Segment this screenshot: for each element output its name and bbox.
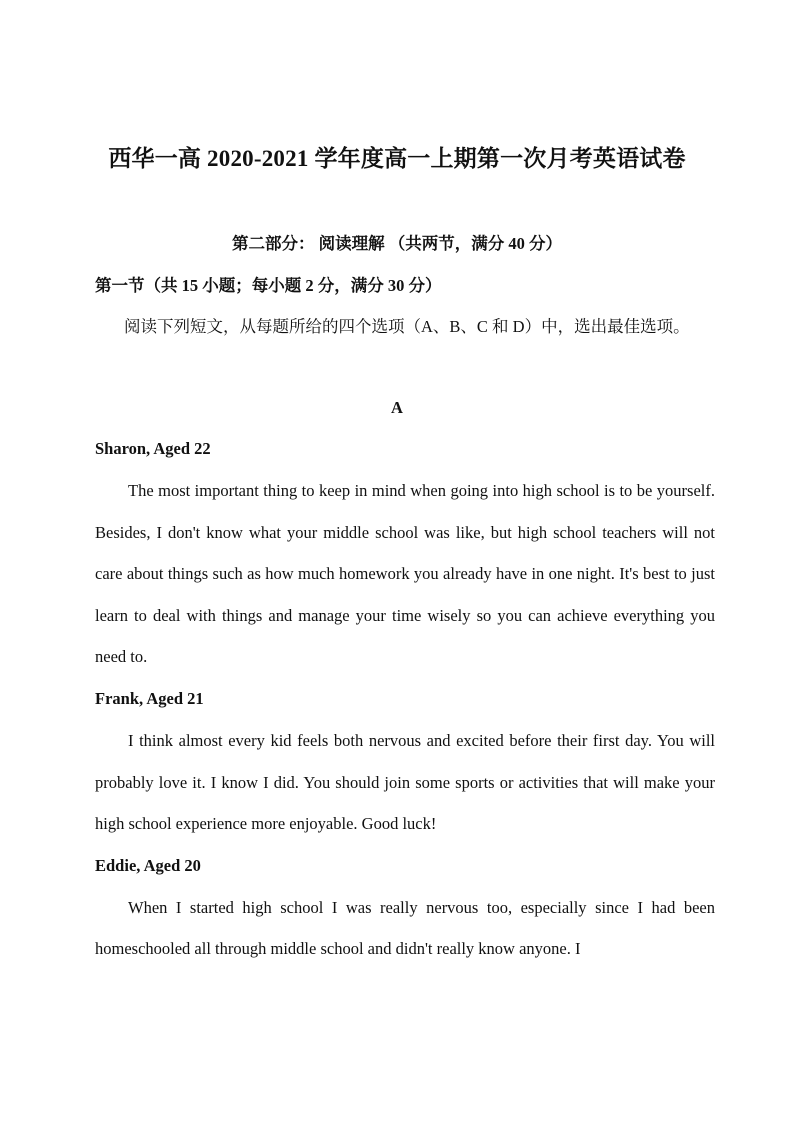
section-heading: 第一节（共 15 小题；每小题 2 分，满分 30 分）	[95, 276, 442, 295]
part-heading: 第二部分： 阅读理解 （共两节，满分 40 分）	[232, 234, 562, 253]
instructions: 阅读下列短文，从每题所给的四个选项（A、B、C 和 D）中，选出最佳选项。	[124, 317, 690, 336]
speaker-name: Sharon, Aged 22	[95, 439, 211, 458]
speaker-name: Frank, Aged 21	[95, 688, 204, 708]
entry-paragraph: I think almost every kid feels both nervous and excited before their first day. You will probably love it. I know I did. You should join some sports or activities that will make your high school experience more enjoyable. Good luck!	[95, 730, 715, 834]
passage-body	[95, 428, 715, 970]
speaker-name: Eddie, Aged 20	[95, 855, 201, 875]
exam-title: 西华一高 2020-2021 学年度高一上期第一次月考英语试卷	[108, 146, 686, 171]
entry-paragraph: When I started high school I was really nervous too, especially since I had been homeschooled all through middle school and didn't really know anyone. I	[95, 897, 715, 959]
entry-paragraph: The most important thing to keep in mind when going into high school is to be yourself. Besides, I don't know what your middle school was like, but high school teachers will not care about things such as how much homework you already have in one night. It's best to just learn to deal with things and manage your time wisely so you can achieve everything you need to.	[95, 481, 715, 667]
passage-label: A	[391, 398, 403, 417]
